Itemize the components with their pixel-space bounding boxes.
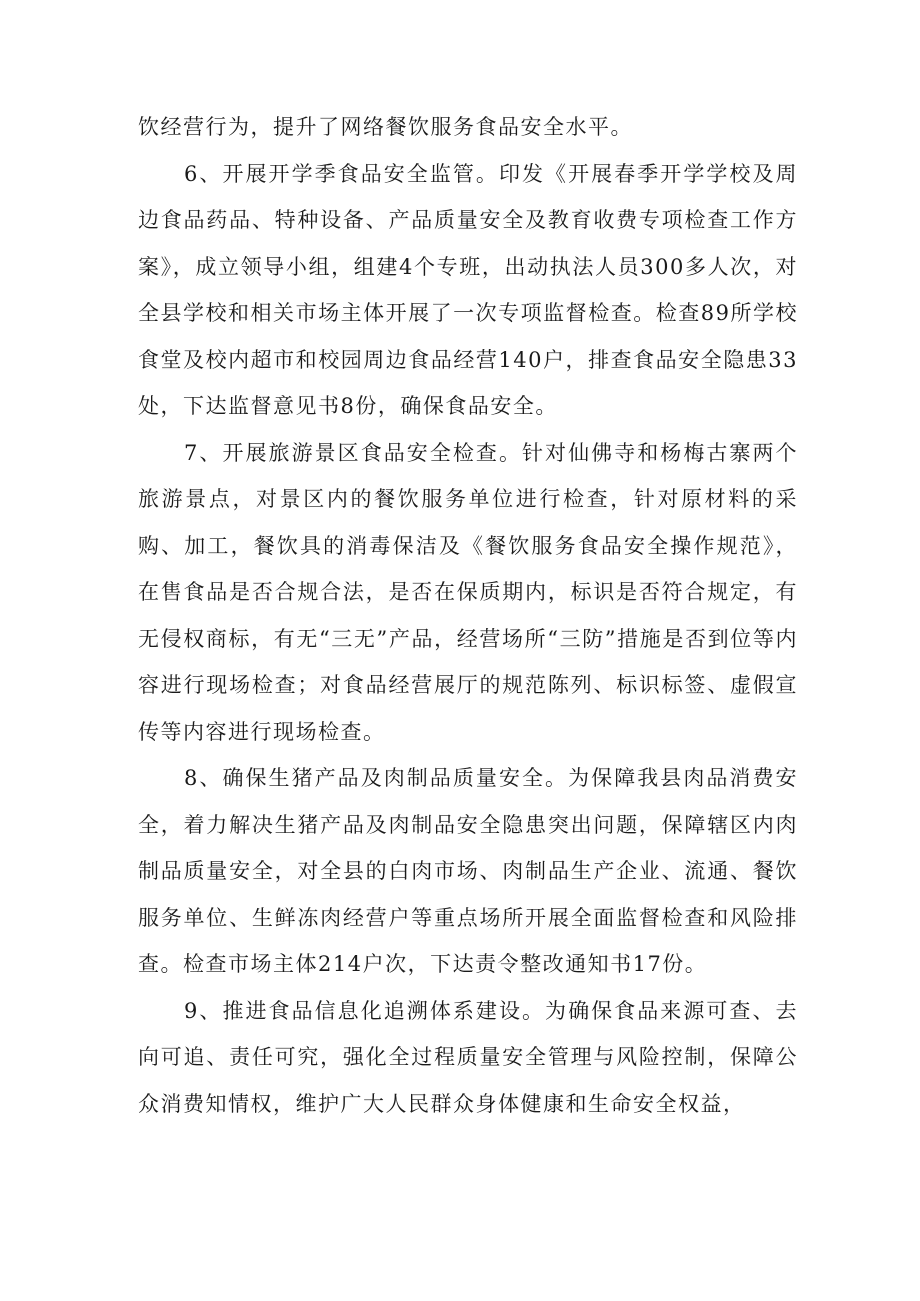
paragraph-item-6: 6、开展开学季食品安全监管。印发《开展春季开学学校及周边食品药品、特种设备、产品质量安全及教育收费专项检查工作方案》，成立领导小组，组建4个专班，出动执法人员300多人次，对全县学校和相关市场主体开展了一次专项监督检查。检查89所学校食堂及校内超市和校园周边食品经营140户，排查食品安全隐患33处，下达监督意见书8份，确保食品安全。: [138, 161, 798, 418]
paragraph-continuation: 饮经营行为，提升了网络餐饮服务食品安全水平。: [138, 115, 633, 139]
paragraph-item-8: 8、确保生猪产品及肉制品质量安全。为保障我县肉品消费安全，着力解决生猪产品及肉制品安全隐患突出问题，保障辖区内肉制品质量安全，对全县的白肉市场、肉制品生产企业、流通、餐饮服务单位、生鲜冻肉经营户等重点场所开展全面监督检查和风险排查。检查市场主体214户次，下达责令整改通知书17份。: [138, 766, 798, 976]
paragraph-item-7: 7、开展旅游景区食品安全检查。针对仙佛寺和杨梅古寨两个旅游景点，对景区内的餐饮服务单位进行检查，针对原材料的采购、加工，餐饮具的消毒保洁及《餐饮服务食品安全操作规范》，在售食品是否合规合法，是否在保质期内，标识是否符合规定，有无侵权商标，有无“三无”产品，经营场所“三防”措施是否到位等内容进行现场检查；对食品经营展厅的规范陈列、标识标签、虚假宣传等内容进行现场检查。: [138, 440, 798, 744]
paragraph-item-9: 9、推进食品信息化追溯体系建设。为确保食品来源可查、去向可追、责任可究，强化全过程质量安全管理与风险控制，保障公众消费知情权，维护广大人民群众身体健康和生命安全权益，: [138, 998, 798, 1116]
document-body: [138, 104, 798, 1127]
